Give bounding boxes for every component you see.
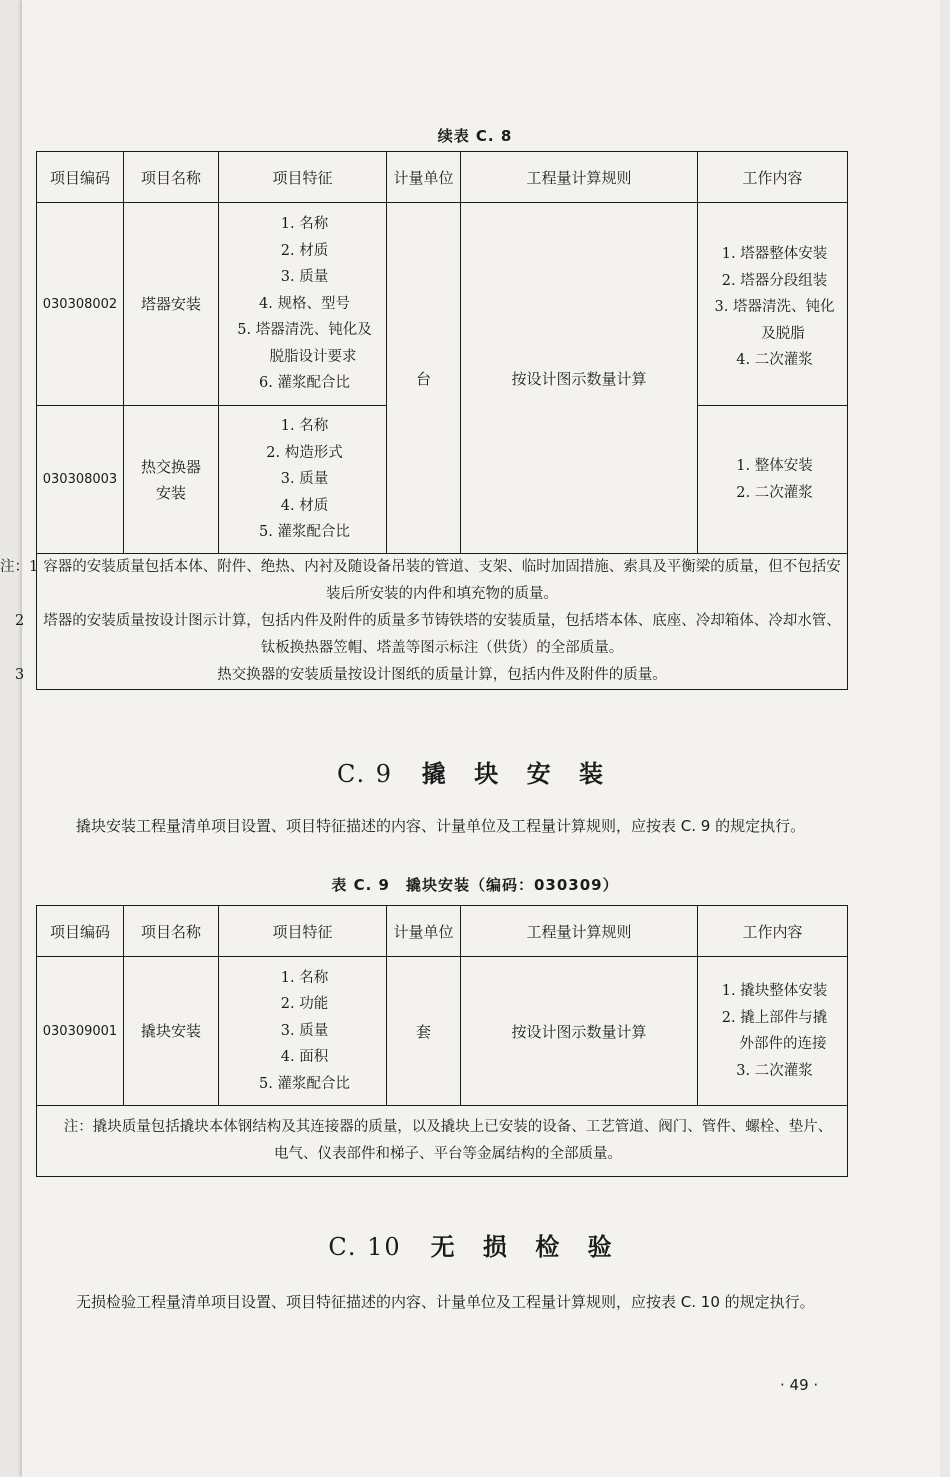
note-item	[15, 608, 847, 662]
section-title: 无 损 检 验	[430, 1233, 622, 1261]
header-rule: 工程量计算规则	[461, 906, 698, 957]
feature-line: 2. 材质	[280, 242, 329, 259]
item-work	[698, 957, 848, 1106]
item-code: 030308002	[37, 203, 124, 406]
header-work: 工作内容	[698, 152, 848, 203]
header-code: 项目编码	[37, 152, 124, 203]
work-line: 及脱脂	[761, 325, 805, 342]
item-name	[124, 406, 219, 554]
item-name: 塔器安装	[124, 203, 219, 406]
section-paragraph: 撬块安装工程量清单项目设置、项目特征描述的内容、计量单位及工程量计算规则，应按表 C. 9 的规定执行。	[76, 817, 806, 835]
table-row	[37, 957, 848, 1106]
note-item	[0, 554, 847, 608]
header-work: 工作内容	[698, 906, 848, 957]
item-rule: 按设计图示数量计算	[461, 203, 698, 554]
table-c8	[0, 151, 848, 690]
table-c8-caption: 续表 C. 8	[437, 127, 513, 145]
item-work	[698, 406, 848, 554]
feature-line: 5. 灌浆配合比	[259, 1075, 350, 1092]
item-code: 030309001	[37, 957, 124, 1106]
note-item	[15, 662, 847, 689]
notes-row	[37, 554, 848, 690]
header-unit: 计量单位	[387, 152, 461, 203]
table-header-row	[37, 152, 848, 203]
header-unit: 计量单位	[387, 906, 461, 957]
header-features: 项目特征	[219, 906, 387, 957]
feature-line: 3. 质量	[280, 471, 329, 488]
note-text: 热交换器的安装质量按设计图纸的质量计算，包括内件及附件的质量。	[217, 667, 667, 683]
header-name: 项目名称	[124, 152, 219, 203]
work-line: 2. 二次灌浆	[736, 484, 813, 501]
table-row	[37, 203, 848, 406]
feature-line: 5. 塔器清洗、钝化及	[237, 322, 372, 339]
item-features	[219, 406, 387, 554]
item-features	[219, 203, 387, 406]
note-number: 注：1	[0, 559, 39, 575]
feature-line: 4. 规格、型号	[259, 295, 350, 312]
feature-line: 3. 质量	[280, 1022, 329, 1039]
item-name: 撬块安装	[124, 957, 219, 1106]
item-name-line: 热交换器	[140, 457, 201, 476]
section-heading-c10	[0, 1227, 950, 1262]
feature-line: 6. 灌浆配合比	[259, 375, 350, 392]
table-header-row	[37, 906, 848, 957]
work-line: 1. 整体安装	[736, 458, 813, 474]
work-line: 1. 撬块整体安装	[721, 983, 828, 999]
item-name-line: 安装	[155, 483, 186, 502]
work-line: 2. 塔器分段组装	[721, 272, 828, 289]
note-number: 3	[15, 667, 25, 683]
header-code: 项目编码	[37, 906, 124, 957]
header-name: 项目名称	[124, 906, 219, 957]
header-rule: 工程量计算规则	[461, 152, 698, 203]
note-text: 容器的安装质量包括本体、附件、绝热、内衬及随设备吊装的管道、支架、临时加固措施、索具及平衡梁的质量，但不包括安装后所安装的内件和填充物的质量。	[43, 559, 841, 602]
feature-line: 2. 功能	[280, 996, 329, 1013]
header-features: 项目特征	[219, 152, 387, 203]
work-line: 外部件的连接	[739, 1036, 827, 1052]
table-note: 注：撬块质量包括撬块本体钢结构及其连接器的质量，以及撬块上已安装的设备、工艺管道、阀门、管件、螺栓、垫片、电气、仪表部件和梯子、平台等金属结构的全部质量。	[37, 1106, 848, 1177]
note-text: 塔器的安装质量按设计图示计算，包括内件及附件的质量多节铸铁塔的安装质量，包括塔本体、底座、冷却箱体、冷却水管、钛板换热器笠帽、塔盖等图示标注（供货）的全部质量。	[43, 613, 841, 656]
section-number: C. 10	[328, 1233, 402, 1261]
table-c9	[36, 905, 848, 1177]
feature-line: 1. 名称	[280, 418, 329, 435]
work-line: 1. 塔器整体安装	[721, 246, 828, 262]
feature-line: 5. 灌浆配合比	[259, 524, 350, 541]
work-line: 2. 撬上部件与撬	[721, 1009, 828, 1026]
feature-line: 1. 名称	[280, 969, 329, 986]
section-title: 撬 块 安 装	[421, 760, 613, 788]
work-line: 4. 二次灌浆	[736, 352, 813, 368]
table-notes	[0, 554, 848, 690]
feature-line: 1. 名称	[280, 216, 329, 233]
feature-line: 脱脂设计要求	[269, 348, 357, 365]
notes-row	[37, 1106, 848, 1177]
page-number: · 49 ·	[780, 1376, 819, 1394]
item-features	[219, 957, 387, 1106]
feature-line: 4. 面积	[280, 1049, 329, 1066]
note-number: 2	[15, 613, 25, 629]
work-line: 3. 二次灌浆	[736, 1062, 813, 1079]
section-heading-c9	[0, 754, 950, 789]
table-c9-caption: 表 C. 9 撬块安装（编码：030309）	[331, 876, 619, 894]
section-paragraph: 无损检验工程量清单项目设置、项目特征描述的内容、计量单位及工程量计算规则，应按表 C. 10 的规定执行。	[76, 1293, 815, 1311]
feature-line: 4. 材质	[280, 497, 329, 514]
item-rule: 按设计图示数量计算	[461, 957, 698, 1106]
item-unit: 套	[387, 957, 461, 1106]
item-code: 030308003	[37, 406, 124, 554]
work-line: 3. 塔器清洗、钝化	[714, 299, 835, 315]
feature-line: 2. 构造形式	[266, 444, 343, 461]
item-work	[698, 203, 848, 406]
section-number: C. 9	[336, 760, 394, 788]
feature-line: 3. 质量	[280, 269, 329, 286]
item-unit: 台	[387, 203, 461, 554]
